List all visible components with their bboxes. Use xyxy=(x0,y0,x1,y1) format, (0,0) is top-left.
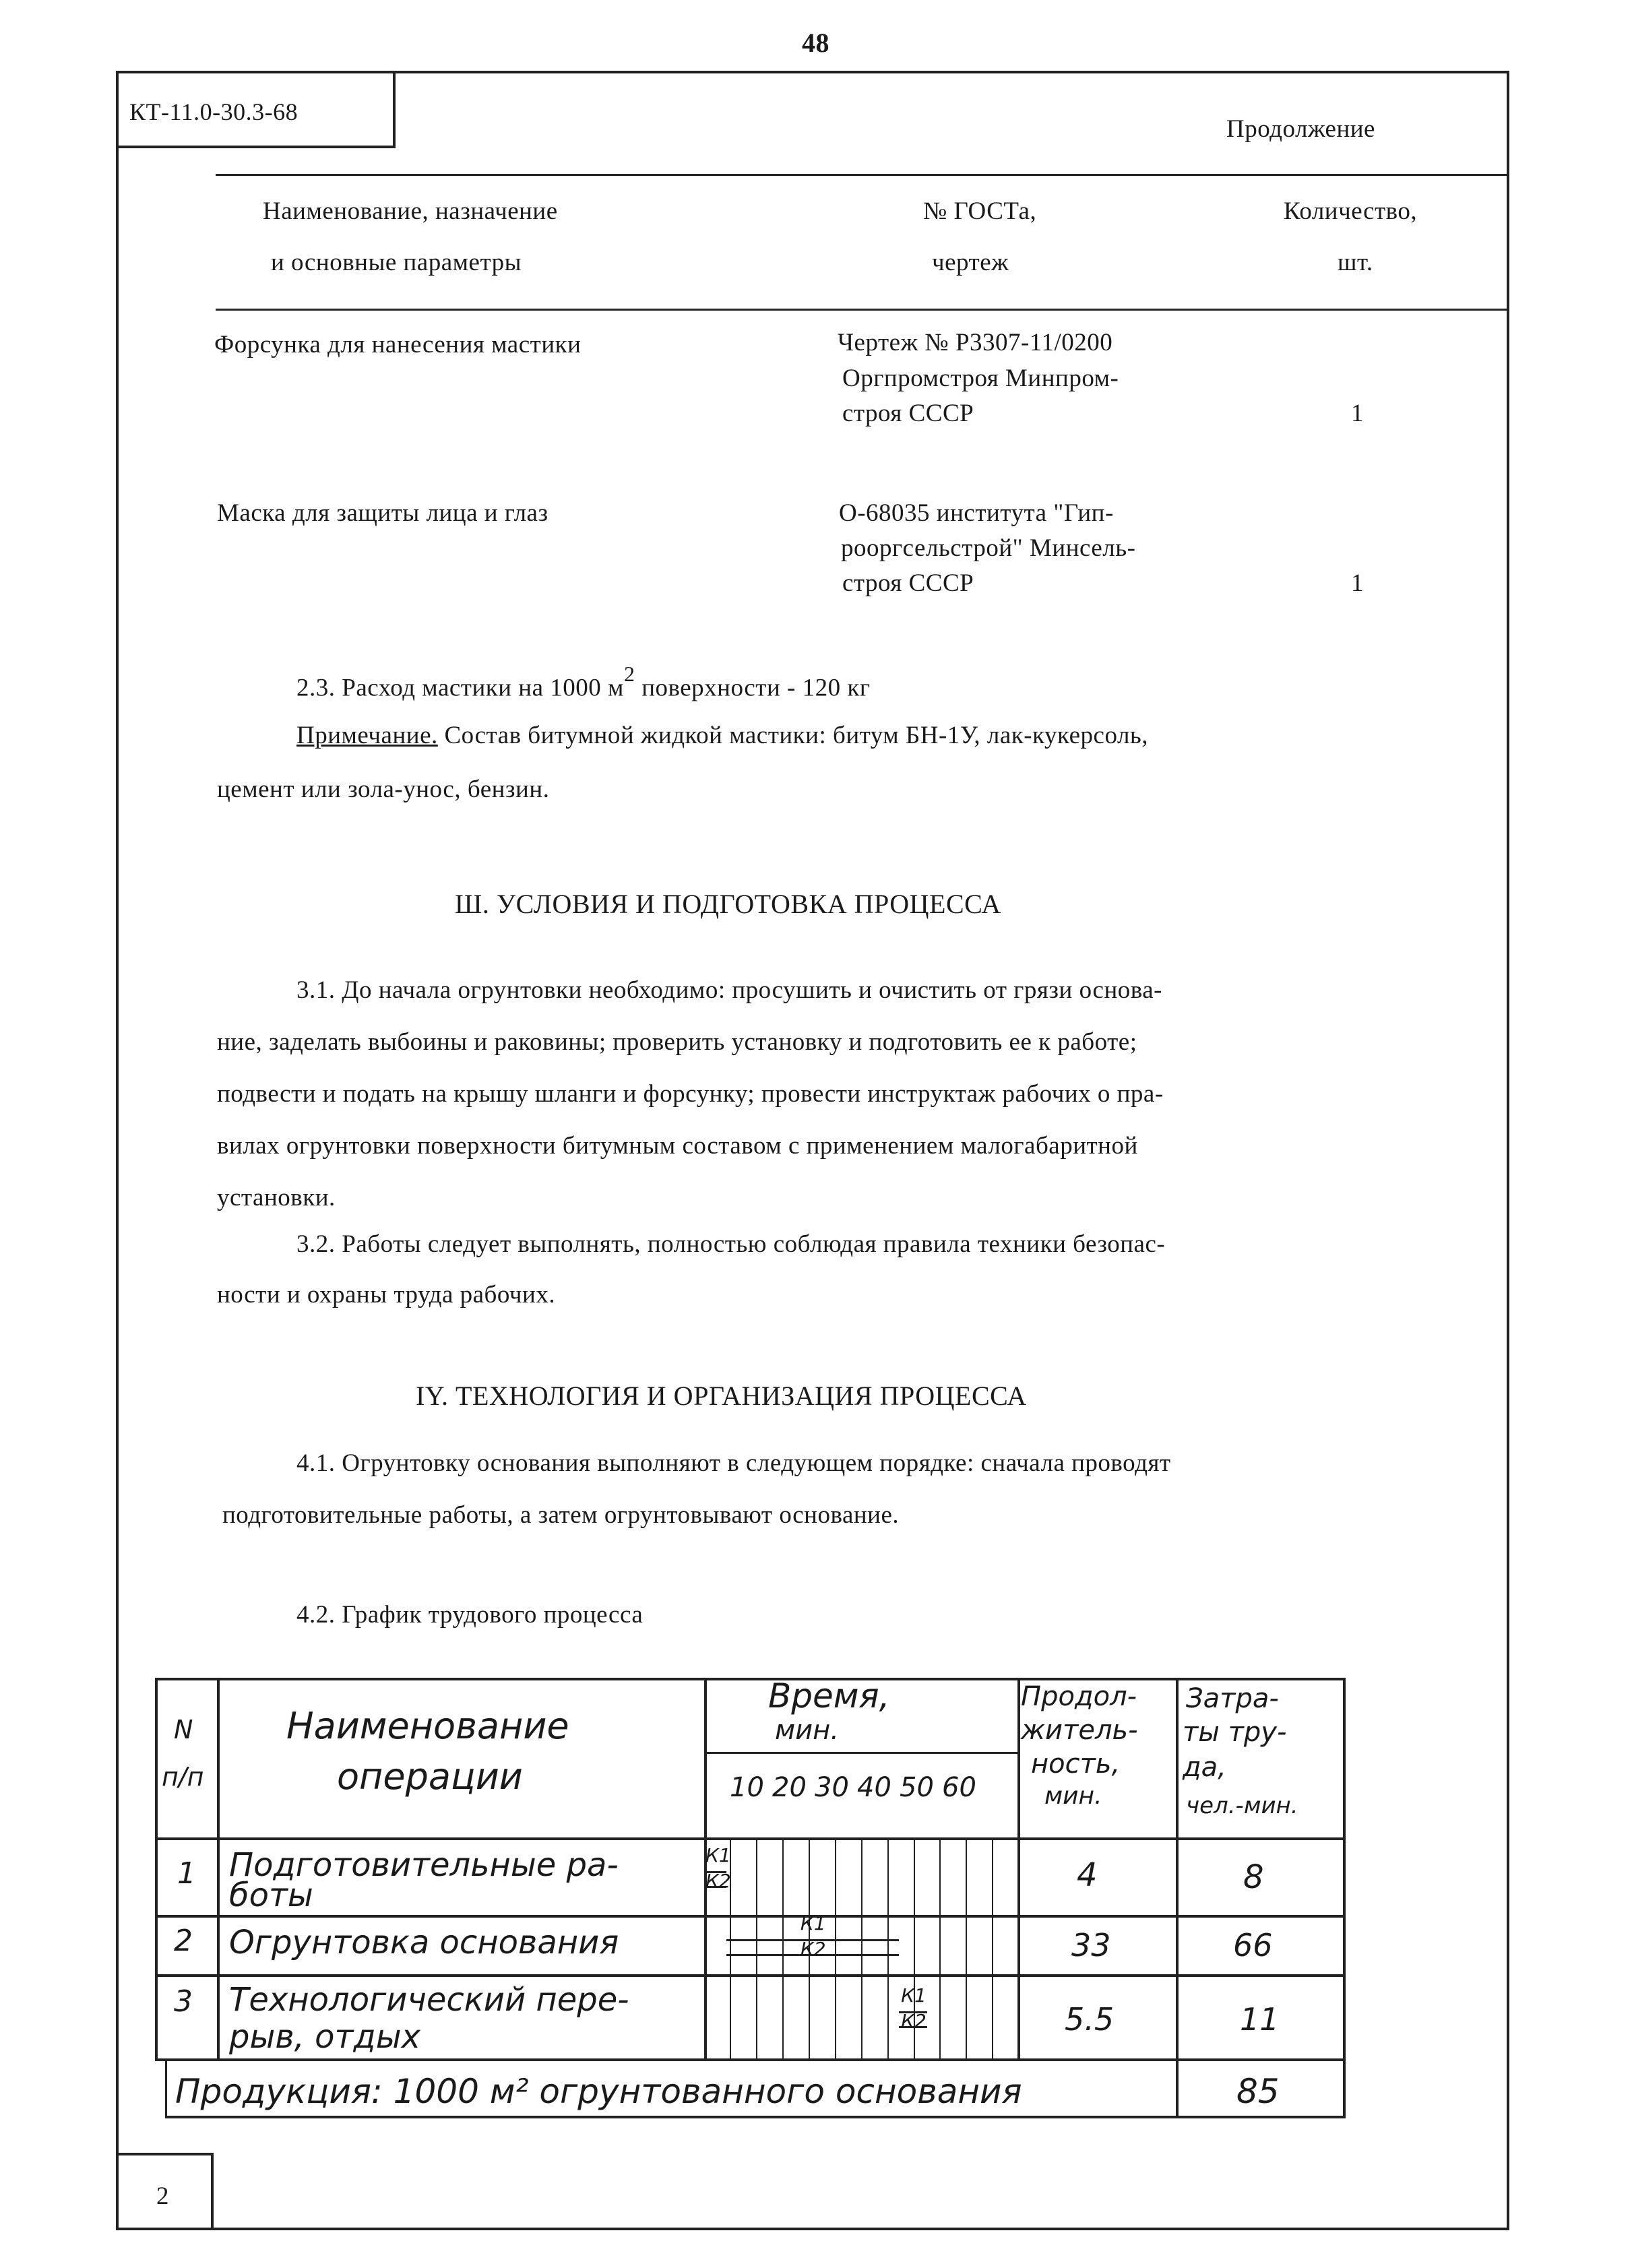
lt-time-sub xyxy=(704,1752,1017,1754)
lt-tick-40: 40 xyxy=(857,1772,891,1803)
lt-header-num-1: N xyxy=(174,1715,193,1744)
gantt-worker-2-label-2: К2 xyxy=(800,1938,826,1960)
lt-header-name-1: Наименование xyxy=(286,1705,569,1747)
equip-header-qty-2: шт. xyxy=(1338,249,1373,276)
lt-header-time-1: Время, xyxy=(768,1676,890,1715)
lt-row-3-dur: 5.5 xyxy=(1065,2001,1115,2038)
para-2-3-text: 2.3. Расход мастики на 1000 м xyxy=(296,674,624,702)
lt-product-total: 85 xyxy=(1236,2072,1280,2111)
section-3-title: Ш. УСЛОВИЯ И ПОДГОТОВКА ПРОЦЕССА xyxy=(455,889,1001,919)
equip-header-qty-1: Количество, xyxy=(1284,197,1418,225)
equip-header-name-2: и основные параметры xyxy=(271,249,522,276)
note-line-1 xyxy=(296,721,1148,750)
equip-row-2-gost-2: рооргсельстрой" Минсель- xyxy=(841,534,1136,562)
lt-header-num-2: п/п xyxy=(162,1762,204,1792)
lt-time-grid-50 xyxy=(966,1837,967,2061)
p32-line-1: 3.2. Работы следует выполнять, полностью соблюдая правила техники безопас- xyxy=(296,1230,1166,1258)
equip-header-name-1: Наименование, назначение xyxy=(263,197,558,225)
lt-row3-bottom xyxy=(155,2058,1346,2061)
p42: 4.2. График трудового процесса xyxy=(296,1601,644,1629)
lt-v-dur xyxy=(1017,1678,1020,2061)
lt-time-grid-25 xyxy=(835,1837,836,2061)
lt-tick-20: 20 xyxy=(772,1772,807,1803)
lt-header-dur-4: мин. xyxy=(1044,1782,1102,1810)
equip-row-2-name: Маска для защиты лица и глаз xyxy=(217,499,548,527)
lt-header-name-2: операции xyxy=(337,1755,523,1798)
lt-tick-50: 50 xyxy=(900,1772,934,1803)
lt-row-1-labor: 8 xyxy=(1243,1858,1264,1896)
lt-header-dur-3: ность, xyxy=(1031,1749,1121,1779)
lt-row-2-num: 2 xyxy=(174,1924,193,1958)
lt-time-grid-15 xyxy=(782,1837,784,2061)
para-2-3-tail: поверхности - 120 кг xyxy=(635,674,871,702)
lt-tick-60: 60 xyxy=(942,1772,976,1803)
lt-row-1-name-1: Подготовительные ра- xyxy=(229,1846,619,1884)
gantt-worker-2-label-1: К2 xyxy=(705,1869,731,1892)
equip-row-1-name: Форсунка для нанесения мастики xyxy=(214,331,582,358)
lt-row1-bottom xyxy=(155,1915,1346,1918)
lt-header-dur-2: житель- xyxy=(1021,1715,1138,1746)
lt-row-1-num: 1 xyxy=(177,1856,196,1891)
lt-row-3-num: 3 xyxy=(174,1984,193,2019)
equip-header-bottom-rule xyxy=(216,309,1509,311)
p31-line-1: 3.1. До начала огрунтовки необходимо: просушить и очистить от грязи основа- xyxy=(296,976,1162,1004)
lt-product-label: Продукция: 1000 м² огрунтованного основания xyxy=(175,2072,1022,2111)
lt-time-grid-30 xyxy=(861,1837,862,2061)
lt-row-1-name-2: боты xyxy=(229,1877,313,1914)
page-number: 48 xyxy=(802,28,829,58)
lt-row-1-dur: 4 xyxy=(1077,1856,1098,1894)
lt-row-3-name-2: рыв, отдых xyxy=(229,2018,420,2056)
lt-header-labor-3: да, xyxy=(1183,1752,1226,1783)
lt-tick-10: 10 xyxy=(730,1772,764,1803)
lt-row-2-labor: 66 xyxy=(1233,1927,1273,1963)
equip-row-2-qty: 1 xyxy=(1351,569,1364,597)
lt-v-num xyxy=(217,1678,220,2061)
note-line-2: цемент или зола-унос, бензин. xyxy=(217,776,550,803)
lt-row-2-name-1: Огрунтовка основания xyxy=(229,1924,619,1961)
equip-header-top-rule xyxy=(216,174,1509,176)
p41-line-2: подготовительные работы, а затем огрунтовывают основание. xyxy=(222,1501,900,1529)
lt-bottom xyxy=(165,2116,1346,2118)
lt-header-labor-1: Затра- xyxy=(1186,1683,1279,1714)
lt-time-grid-10 xyxy=(756,1837,757,2061)
lt-row2-bottom xyxy=(155,1974,1346,1977)
p31-line-3: подвести и подать на крышу шланги и форсунку; провести инструктаж рабочих о пра- xyxy=(217,1080,1164,1108)
lt-header-time-2: мин. xyxy=(775,1715,840,1746)
lt-header-bottom xyxy=(155,1837,1346,1840)
lt-row-2-dur: 33 xyxy=(1071,1927,1111,1963)
equip-row-2-gost-1: О-68035 института "Гип- xyxy=(839,499,1114,527)
para-2-3 xyxy=(296,662,871,702)
frame-top xyxy=(393,71,1509,73)
gantt-worker-1-label-2: К1 xyxy=(800,1912,826,1934)
gantt-worker-1-label-1: К1 xyxy=(705,1844,731,1866)
p31-line-5: установки. xyxy=(217,1184,336,1211)
equip-header-gost-2: чертеж xyxy=(932,249,1009,276)
lt-header-dur-1: Продол- xyxy=(1021,1681,1137,1712)
lt-time-grid-45 xyxy=(939,1837,941,2061)
lt-tick-30: 30 xyxy=(815,1772,849,1803)
lt-row-3-labor: 11 xyxy=(1240,2001,1280,2038)
equip-header-gost-1: № ГОСТа, xyxy=(923,197,1037,225)
note-label: Примечание. xyxy=(296,722,438,749)
lt-top xyxy=(155,1678,1346,1680)
lt-row-3-name-1: Технологический пере- xyxy=(229,1981,629,2019)
continuation-label: Продолжение xyxy=(1226,115,1375,143)
lt-time-grid-55 xyxy=(992,1837,993,2061)
equip-row-1-gost-3: строя СССР xyxy=(842,400,974,427)
lt-v-labor xyxy=(1176,1678,1179,2118)
lt-v-right xyxy=(1343,1678,1346,2118)
sheet-number: 2 xyxy=(156,2182,169,2210)
lt-header-labor-2: ты тру- xyxy=(1183,1717,1287,1748)
lt-v-product-left xyxy=(165,2061,167,2118)
note-text-1: Состав битумной жидкой мастики: битум БН-1У, лак-кукерсоль, xyxy=(437,722,1149,749)
equip-row-1-gost-1: Чертеж № Р3307-11/0200 xyxy=(838,329,1113,356)
equip-row-2-gost-3: строя СССР xyxy=(842,569,974,597)
gantt-worker-2-label-3: К2 xyxy=(901,2009,927,2032)
lt-header-labor-4: чел.-мин. xyxy=(1186,1792,1298,1819)
equip-row-1-gost-2: Оргпромстроя Минпром- xyxy=(842,365,1119,392)
para-2-3-sup: 2 xyxy=(623,662,635,686)
gantt-worker-1-label-3: К1 xyxy=(901,1984,927,2007)
p41-line-1: 4.1. Огрунтовку основания выполняют в следующем порядке: сначала проводят xyxy=(296,1449,1171,1477)
p31-line-2: ние, заделать выбоины и раковины; проверить установку и подготовить ее к работе; xyxy=(217,1028,1137,1056)
p32-line-2: ности и охраны труда рабочих. xyxy=(217,1281,556,1309)
p31-line-4: вилах огрунтовки поверхности битумным составом с применением малогабаритной xyxy=(217,1132,1138,1160)
doc-code: КТ-11.0-30.3-68 xyxy=(129,98,299,125)
lt-v-left xyxy=(155,1678,158,2061)
equip-row-1-qty: 1 xyxy=(1351,400,1364,427)
lt-time-grid-35 xyxy=(887,1837,889,2061)
section-4-title: IY. ТЕХНОЛОГИЯ И ОРГАНИЗАЦИЯ ПРОЦЕССА xyxy=(416,1381,1027,1411)
